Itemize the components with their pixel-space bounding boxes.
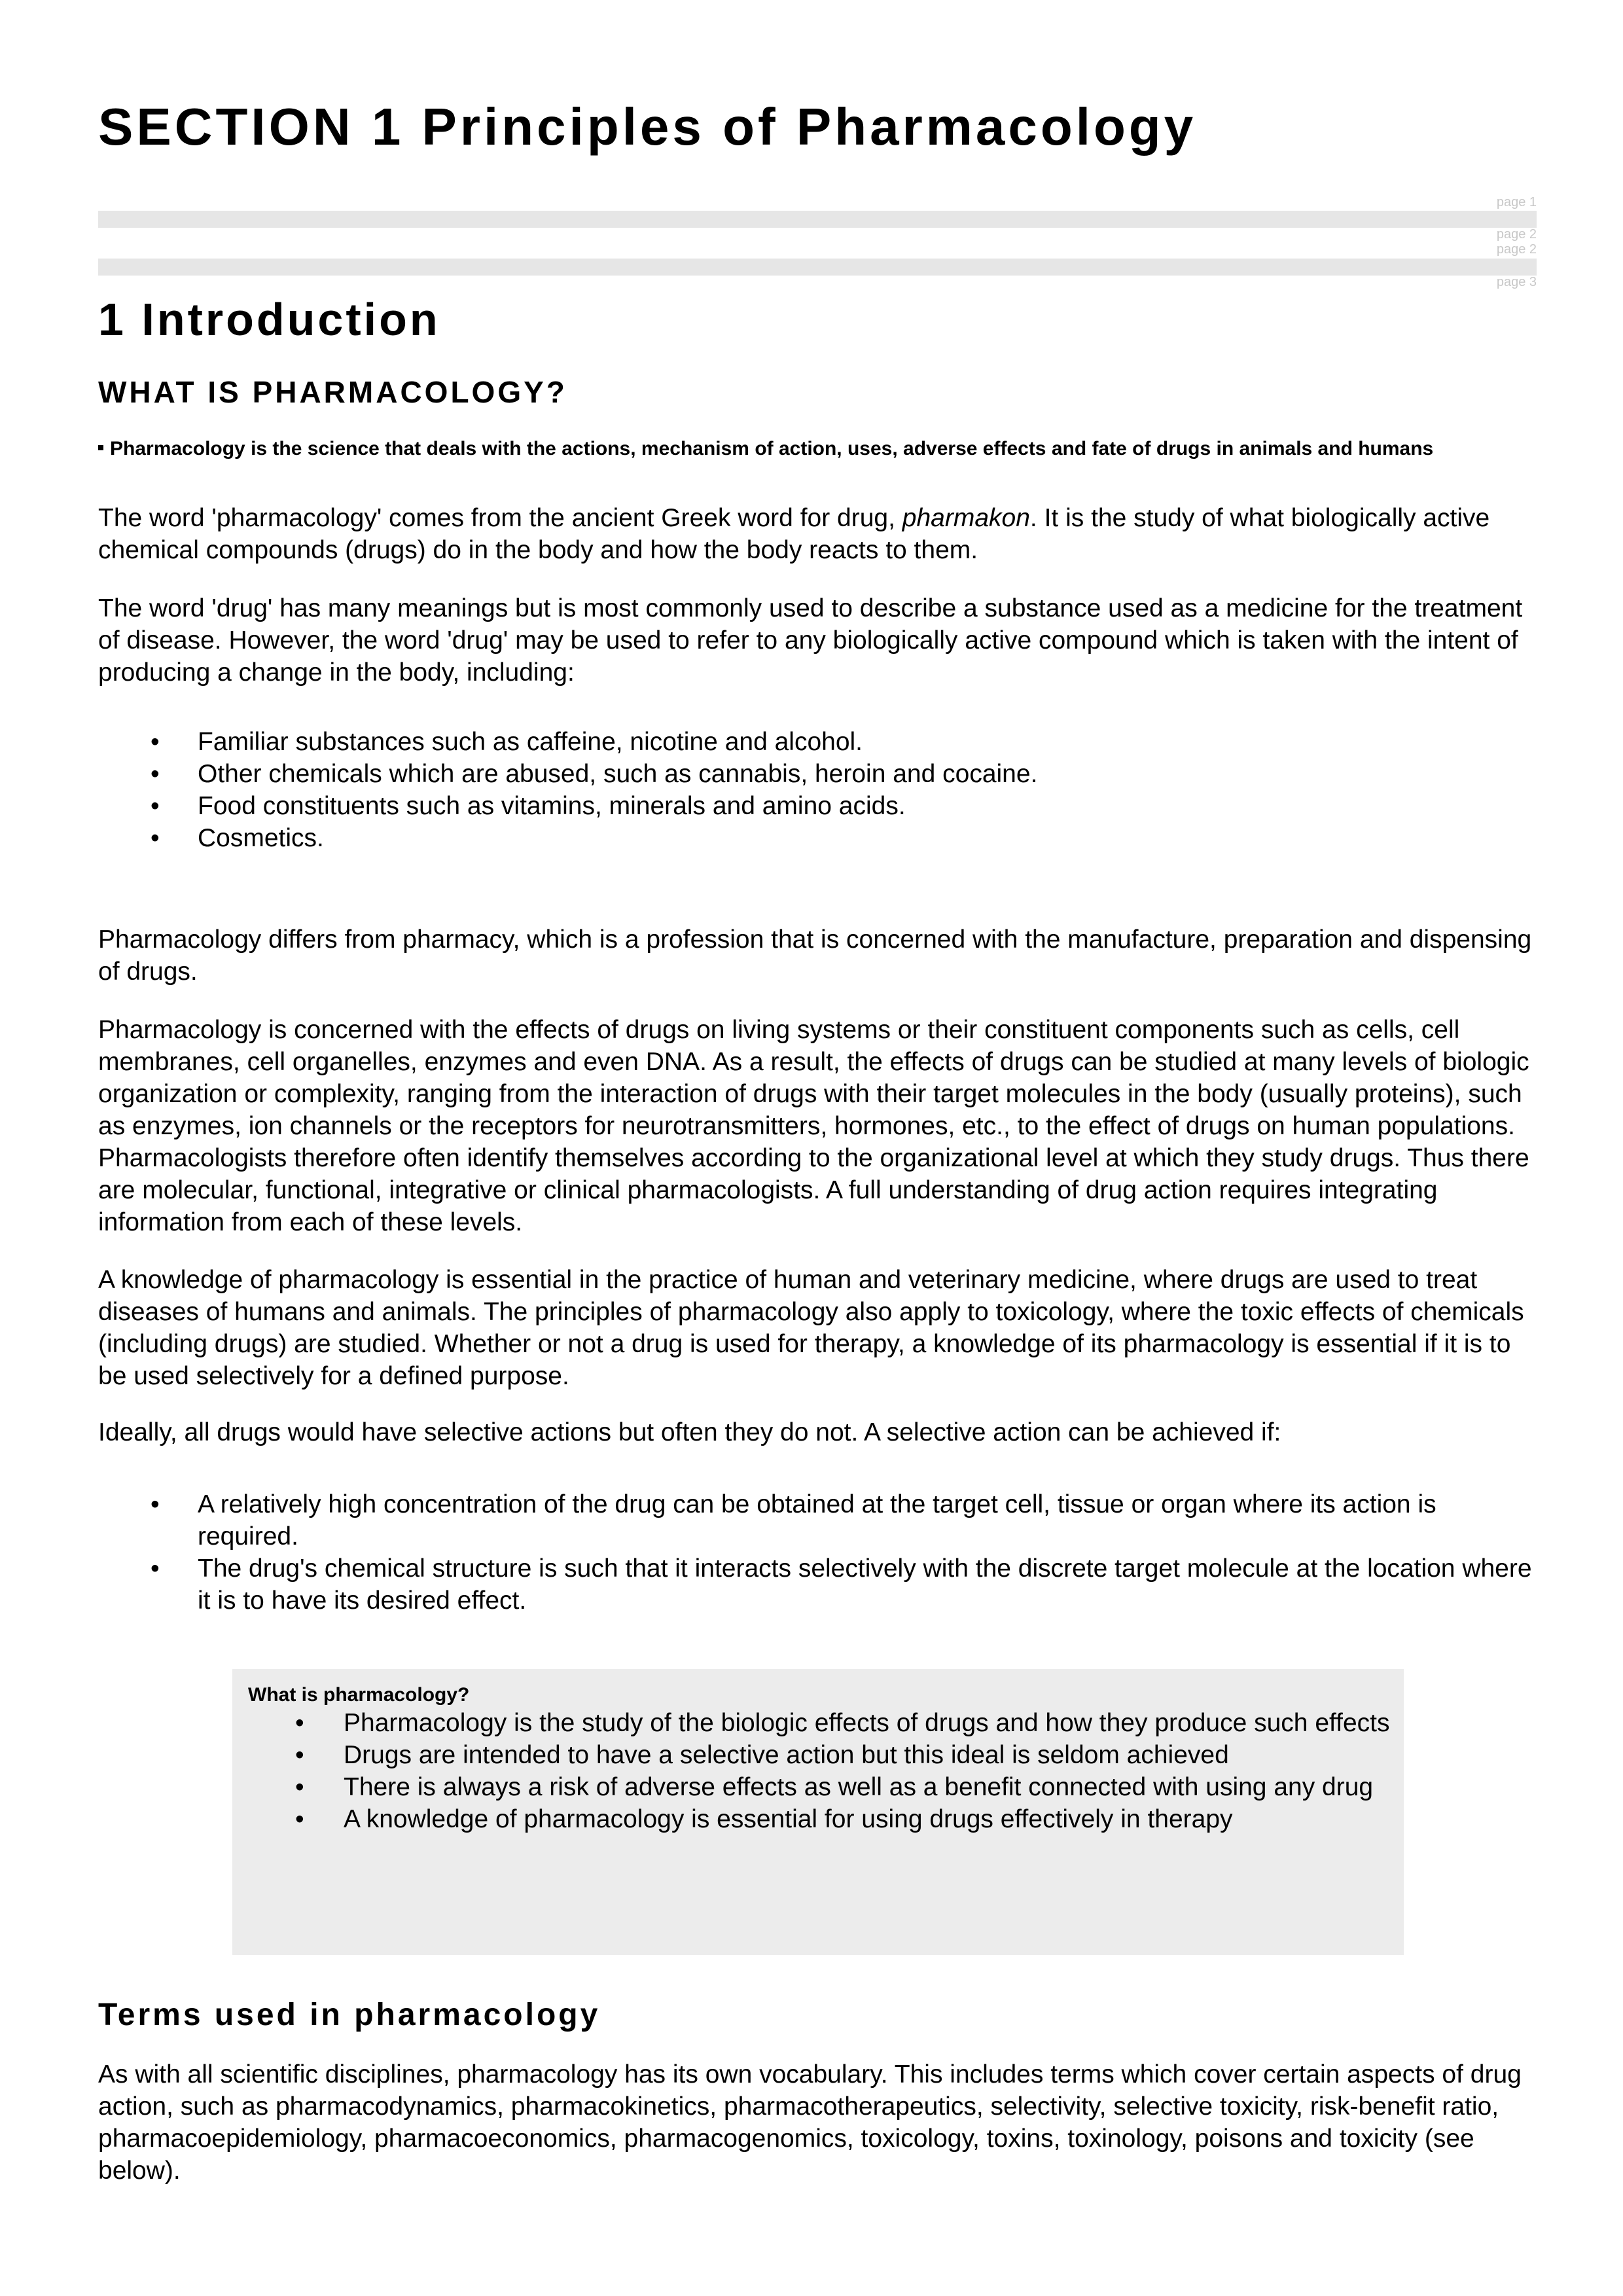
bullet-icon: • (151, 760, 160, 788)
list-item-text: A knowledge of pharmacology is essential for using drugs effectively in therapy (344, 1805, 1233, 1833)
page-marker: page 2 (1496, 227, 1537, 242)
list-item-text: There is always a risk of adverse effects as well as a benefit connected with using any drug (344, 1773, 1374, 1801)
list-item (232, 1803, 1397, 1835)
bullet-icon: • (151, 824, 160, 852)
list-item (232, 1707, 1397, 1739)
header-divider-band (98, 211, 1537, 228)
list-item-text: Drugs are intended to have a selective action but this ideal is seldom achieved (344, 1741, 1229, 1769)
drug-examples-list (98, 726, 1538, 854)
page-marker: page 2 (1496, 242, 1537, 257)
chapter-title: 1 Introduction (98, 294, 440, 345)
list-item (232, 1771, 1397, 1803)
paragraph-italic-term: pharmakon (902, 504, 1030, 532)
callout-list (232, 1707, 1397, 1835)
bullet-icon: • (151, 1490, 160, 1518)
paragraph: Pharmacology is concerned with the effects of drugs on living systems or their constituent components such as cells, cell membranes, cell organelles, enzymes and even DNA. As a result, the effects of drugs can be studied at many levels of biologic organization or complexity, ranging from the interaction of drugs with their target molecules in the body (usually proteins), such as enzymes, ion channels or the receptors for neurotransmitters, hormones, etc., to the effect of drugs on human populations. Pharmacologists therefore often identify themselves according to the organizational level at which they study drugs. Thus there are molecular, functional, integrative or clinical pharmacologists. A full understanding of drug action requires integrating information from each of these levels. (98, 1016, 1529, 1236)
bullet-icon: • (295, 1709, 304, 1737)
summary-callout-box (232, 1669, 1404, 1955)
list-item (98, 758, 1538, 790)
bullet-icon: • (151, 728, 160, 756)
header-divider-band (98, 259, 1537, 276)
bullet-icon: • (151, 792, 160, 820)
list-item-text: Pharmacology is the study of the biologic effects of drugs and how they produce such effects (344, 1709, 1390, 1737)
terms-section-title: Terms used in pharmacology (98, 1998, 601, 2032)
bullet-icon: • (295, 1773, 304, 1801)
square-bullet-icon (98, 445, 103, 450)
paragraph: The word 'drug' has many meanings but is most commonly used to describe a substance used as a medicine for the treatment of disease. However, the word 'drug' may be used to refer to any biologically active compound which is taken with the intent of producing a change in the body, including: (98, 594, 1523, 687)
callout-title: What is pharmacology? (248, 1684, 470, 1706)
list-item-text: Cosmetics. (198, 824, 324, 852)
list-item-text: Familiar substances such as caffeine, nicotine and alcohol. (198, 728, 863, 756)
bullet-icon: • (295, 1741, 304, 1769)
list-item (98, 790, 1538, 822)
page-marker: page 1 (1496, 195, 1537, 209)
paragraph: Pharmacology differs from pharmacy, which is a profession that is concerned with the manufacture, preparation and dispensing of drugs. (98, 925, 1532, 986)
paragraph-text: . It is the study of what biologically active chemical compounds (drugs) do in the body and how the body reacts to them. (98, 504, 1490, 564)
list-item (98, 1552, 1538, 1617)
paragraph: Ideally, all drugs would have selective actions but often they do not. A selective action can be achieved if: (98, 1418, 1281, 1446)
paragraph: A knowledge of pharmacology is essential in the practice of human and veterinary medicine, where drugs are used to treat diseases of humans and animals. The principles of pharmacology also apply to toxicology, where the toxic effects of chemicals (including drugs) are studied. Whether or not a drug is used for therapy, a knowledge of its pharmacology is essential if it is to be used selectively for a defined purpose. (98, 1266, 1524, 1390)
selective-conditions-list (98, 1488, 1538, 1617)
definition-body: Pharmacology is the science that deals with the actions, mechanism of action, uses, adverse effects and fate of drugs in animals and humans (110, 438, 1434, 459)
bullet-icon: • (151, 1554, 160, 1583)
definition-text (98, 437, 1531, 461)
list-item-text: A relatively high concentration of the drug can be obtained at the target cell, tissue or organ where its action is required. (198, 1490, 1436, 1551)
bullet-icon: • (295, 1805, 304, 1833)
list-item (98, 726, 1538, 758)
paragraph-text: The word 'pharmacology' comes from the ancient Greek word for drug, (98, 504, 902, 532)
list-item-text: Food constituents such as vitamins, minerals and amino acids. (198, 792, 906, 820)
paragraph (98, 502, 1538, 566)
list-item (98, 822, 1538, 854)
list-item-text: The drug's chemical structure is such that it interacts selectively with the discrete target molecule at the location where it is to have its desired effect. (198, 1554, 1532, 1615)
list-item (232, 1739, 1397, 1771)
section-title: SECTION 1 Principles of Pharmacology (98, 98, 1197, 156)
list-item-text: Other chemicals which are abused, such as cannabis, heroin and cocaine. (198, 760, 1038, 788)
paragraph: As with all scientific disciplines, pharmacology has its own vocabulary. This includes terms which cover certain aspects of drug action, such as pharmacodynamics, pharmacokinetics, pharmacotherapeutics, selectivity, selective toxicity, risk-benefit ratio, pharmacoepidemiology, pharmacoeconomics, pharmacogenomics, toxicology, toxins, toxinology, poisons and toxicity (see below). (98, 2060, 1522, 2185)
list-item (98, 1488, 1538, 1552)
chapter-subtitle: WHAT IS PHARMACOLOGY? (98, 375, 567, 409)
page-marker: page 3 (1496, 275, 1537, 289)
